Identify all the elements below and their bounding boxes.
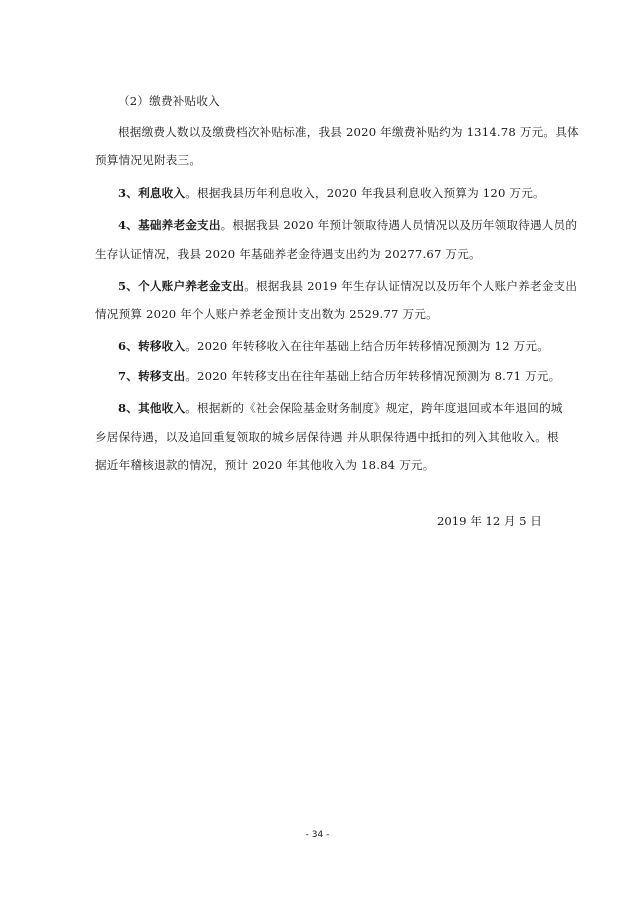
item-interest-income <box>118 178 545 209</box>
item-other-income <box>118 393 563 424</box>
item-other-income-line2 <box>95 422 559 453</box>
item-personal-account-pension-expense-line2 <box>95 299 438 330</box>
item-basic-pension-expense-line2 <box>95 239 481 270</box>
item-number: 6、 <box>118 339 139 353</box>
subheading-text: （2）缴费补贴收入 <box>118 94 220 108</box>
document-date: 2019 年 12 月 5 日 <box>437 514 542 528</box>
item-basic-pension-expense <box>118 210 578 241</box>
item-heading: 转移收入 <box>138 339 186 353</box>
item-text: 。2020 年转移收入在往年基础上结合历年转移情况预测为 12 万元。 <box>185 339 550 353</box>
item-heading: 转移支出 <box>138 369 186 383</box>
page-number: - 34 - <box>305 830 330 840</box>
item-text: 。根据我县历年利息收入，2020 年我县利息收入预算为 120 万元。 <box>185 186 545 200</box>
paragraph-text: 根据缴费人数以及缴费档次补贴标准，我县 2020 年缴费补贴约为 1314.78 万元。具体 <box>118 125 579 139</box>
item-number: 7、 <box>118 369 139 383</box>
subheading <box>118 86 538 117</box>
item-number: 4、 <box>118 218 139 232</box>
item-text: 乡居保待遇，以及追回重复领取的城乡居保待遇 并从职保待遇中抵扣的列入其他收入。根 <box>95 430 559 444</box>
item-heading: 基础养老金支出 <box>138 218 221 232</box>
item-other-income-line3 <box>95 450 435 481</box>
paragraph-subsidy-line1 <box>118 117 579 148</box>
item-transfer-expense <box>118 361 561 392</box>
item-text: 。根据我县 2020 年预计领取待遇人员情况以及历年领取待遇人员的 <box>220 218 578 232</box>
item-text: 情况预算 2020 年个人账户养老金预计支出数为 2529.77 万元。 <box>95 307 438 321</box>
paragraph-text: 预算情况见附表三。 <box>95 153 202 167</box>
item-text: 生存认证情况，我县 2020 年基础养老金待遇支出约为 20277.67 万元。 <box>95 247 481 261</box>
item-heading: 其他收入 <box>138 401 186 415</box>
item-text: 。2020 年转移支出在往年基础上结合历年转移情况预测为 8.71 万元。 <box>185 369 561 383</box>
item-personal-account-pension-expense <box>118 271 578 302</box>
item-number: 8、 <box>118 401 139 415</box>
item-text: 。根据我县 2019 年生存认证情况以及历年个人账户养老金支出 <box>244 279 578 293</box>
item-heading: 利息收入 <box>138 186 186 200</box>
item-number: 3、 <box>118 186 139 200</box>
item-number: 5、 <box>118 279 139 293</box>
item-heading: 个人账户养老金支出 <box>138 279 245 293</box>
item-text: 据近年稽核退款的情况，预计 2020 年其他收入为 18.84 万元。 <box>95 458 435 472</box>
item-transfer-income <box>118 331 550 362</box>
item-text: 。根据新的《社会保险基金财务制度》规定，跨年度退回或本年退回的城 <box>185 401 563 415</box>
paragraph-subsidy-line2 <box>95 145 201 176</box>
